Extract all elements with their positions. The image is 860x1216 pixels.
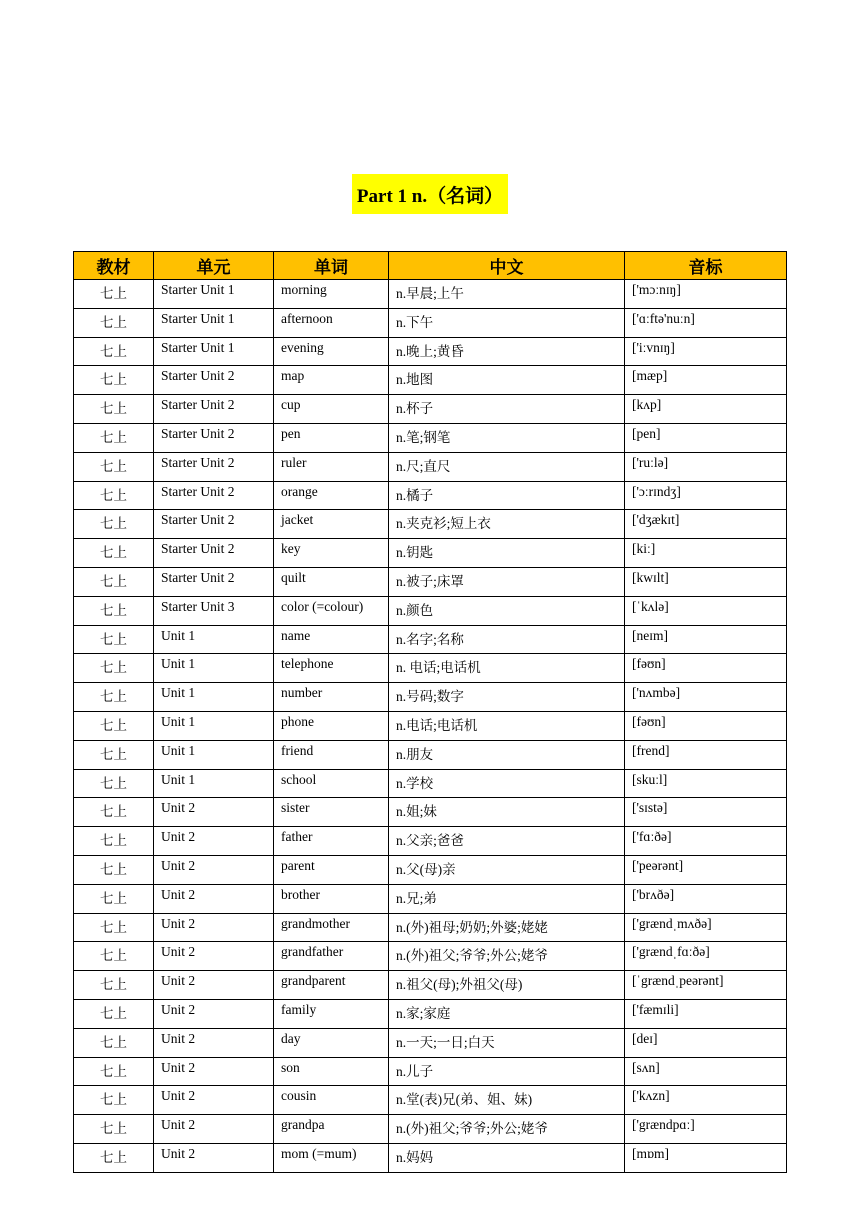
cell-word: father [274,827,389,856]
cell-unit: Unit 1 [154,625,274,654]
cell-textbook: 七上 [74,855,154,884]
cell-phonetic: ['mɔːnɪŋ] [625,280,787,309]
table-row [74,798,787,827]
table-row [74,769,787,798]
cell-chinese: n.钥匙 [389,539,625,568]
cell-word: evening [274,337,389,366]
table-row [74,1086,787,1115]
cell-chinese: n.尺;直尺 [389,452,625,481]
cell-textbook: 七上 [74,827,154,856]
cell-phonetic: [frend] [625,740,787,769]
cell-word: key [274,539,389,568]
cell-chinese: n.祖父(母);外祖父(母) [389,971,625,1000]
cell-textbook: 七上 [74,1143,154,1172]
cell-phonetic: [mæp] [625,366,787,395]
table-row [74,280,787,309]
cell-phonetic: [neɪm] [625,625,787,654]
cell-textbook: 七上 [74,625,154,654]
cell-phonetic: ['iːvnɪŋ] [625,337,787,366]
cell-chinese: n.(外)祖母;奶奶;外婆;姥姥 [389,913,625,942]
cell-word: phone [274,711,389,740]
cell-chinese: n. 电话;电话机 [389,654,625,683]
cell-unit: Unit 2 [154,942,274,971]
cell-chinese: n.橘子 [389,481,625,510]
header-textbook: 教材 [74,252,154,280]
table-row [74,625,787,654]
cell-unit: Starter Unit 1 [154,280,274,309]
cell-word: day [274,1028,389,1057]
cell-unit: Unit 2 [154,971,274,1000]
cell-textbook: 七上 [74,1115,154,1144]
cell-chinese: n.地图 [389,366,625,395]
cell-word: morning [274,280,389,309]
cell-textbook: 七上 [74,1057,154,1086]
cell-unit: Starter Unit 3 [154,596,274,625]
cell-chinese: n.杯子 [389,395,625,424]
cell-chinese: n.(外)祖父;爷爷;外公;姥爷 [389,1115,625,1144]
table-row [74,913,787,942]
cell-word: ruler [274,452,389,481]
cell-unit: Starter Unit 2 [154,452,274,481]
cell-unit: Unit 2 [154,1057,274,1086]
cell-phonetic: ['kʌzn] [625,1086,787,1115]
table-row [74,971,787,1000]
cell-word: family [274,999,389,1028]
cell-textbook: 七上 [74,596,154,625]
table-row [74,884,787,913]
cell-unit: Starter Unit 1 [154,337,274,366]
header-word: 单词 [274,252,389,280]
cell-word: grandparent [274,971,389,1000]
cell-unit: Unit 2 [154,999,274,1028]
cell-unit: Starter Unit 2 [154,539,274,568]
cell-textbook: 七上 [74,308,154,337]
cell-chinese: n.学校 [389,769,625,798]
table-row [74,683,787,712]
cell-unit: Starter Unit 2 [154,510,274,539]
cell-textbook: 七上 [74,452,154,481]
vocabulary-table [73,251,787,1173]
table-row [74,654,787,683]
cell-textbook: 七上 [74,280,154,309]
header-phonetic: 音标 [625,252,787,280]
cell-chinese: n.(外)祖父;爷爷;外公;姥爷 [389,942,625,971]
cell-phonetic: [kwɪlt] [625,567,787,596]
cell-chinese: n.家;家庭 [389,999,625,1028]
cell-chinese: n.堂(表)兄(弟、姐、妹) [389,1086,625,1115]
cell-unit: Starter Unit 2 [154,366,274,395]
cell-textbook: 七上 [74,999,154,1028]
cell-textbook: 七上 [74,798,154,827]
cell-textbook: 七上 [74,942,154,971]
cell-chinese: n.儿子 [389,1057,625,1086]
cell-chinese: n.被子;床罩 [389,567,625,596]
cell-chinese: n.笔;钢笔 [389,423,625,452]
cell-textbook: 七上 [74,769,154,798]
cell-phonetic: ['grændˌmʌðə] [625,913,787,942]
cell-textbook: 七上 [74,366,154,395]
cell-phonetic: ['dʒækɪt] [625,510,787,539]
cell-chinese: n.朋友 [389,740,625,769]
table-row [74,827,787,856]
table-row [74,740,787,769]
cell-textbook: 七上 [74,567,154,596]
cell-textbook: 七上 [74,481,154,510]
table-row [74,855,787,884]
cell-unit: Unit 2 [154,884,274,913]
cell-chinese: n.夹克衫;短上衣 [389,510,625,539]
cell-word: brother [274,884,389,913]
table-row [74,596,787,625]
cell-phonetic: ['ruːlə] [625,452,787,481]
cell-word: map [274,366,389,395]
cell-unit: Starter Unit 2 [154,567,274,596]
cell-word: grandfather [274,942,389,971]
cell-chinese: n.妈妈 [389,1143,625,1172]
table-row [74,1057,787,1086]
cell-phonetic: [mɒm] [625,1143,787,1172]
cell-chinese: n.一天;一日;白天 [389,1028,625,1057]
cell-textbook: 七上 [74,337,154,366]
cell-textbook: 七上 [74,539,154,568]
table-row [74,308,787,337]
table-row [74,999,787,1028]
cell-chinese: n.早晨;上午 [389,280,625,309]
table-row [74,942,787,971]
cell-unit: Unit 2 [154,1028,274,1057]
header-chinese: 中文 [389,252,625,280]
cell-word: jacket [274,510,389,539]
cell-phonetic: [pen] [625,423,787,452]
cell-unit: Unit 1 [154,654,274,683]
table-row [74,567,787,596]
cell-phonetic: ['ɑːftə'nuːn] [625,308,787,337]
cell-unit: Unit 1 [154,683,274,712]
cell-phonetic: ['fɑːðə] [625,827,787,856]
cell-phonetic: [deɪ] [625,1028,787,1057]
cell-phonetic: ['ɔːrɪndʒ] [625,481,787,510]
table-header-row [74,252,787,280]
cell-word: grandpa [274,1115,389,1144]
header-unit: 单元 [154,252,274,280]
cell-textbook: 七上 [74,395,154,424]
table-row [74,395,787,424]
table-row [74,366,787,395]
cell-phonetic: [kiː] [625,539,787,568]
table-row [74,1028,787,1057]
cell-word: telephone [274,654,389,683]
cell-phonetic: ['grændpɑː] [625,1115,787,1144]
cell-chinese: n.颜色 [389,596,625,625]
table-row [74,337,787,366]
cell-phonetic: [fəʊn] [625,711,787,740]
cell-word: color (=colour) [274,596,389,625]
cell-word: grandmother [274,913,389,942]
table-row [74,711,787,740]
cell-phonetic: ['peərənt] [625,855,787,884]
cell-chinese: n.父亲;爸爸 [389,827,625,856]
cell-phonetic: [sʌn] [625,1057,787,1086]
cell-word: orange [274,481,389,510]
table-row [74,481,787,510]
cell-textbook: 七上 [74,683,154,712]
table-row [74,423,787,452]
cell-textbook: 七上 [74,884,154,913]
cell-textbook: 七上 [74,510,154,539]
cell-unit: Unit 1 [154,769,274,798]
cell-phonetic: ['brʌðə] [625,884,787,913]
cell-phonetic: ['fæmɪli] [625,999,787,1028]
cell-unit: Unit 2 [154,913,274,942]
cell-textbook: 七上 [74,740,154,769]
cell-unit: Unit 1 [154,740,274,769]
cell-textbook: 七上 [74,711,154,740]
cell-word: sister [274,798,389,827]
cell-phonetic: [skuːl] [625,769,787,798]
table-row [74,539,787,568]
cell-phonetic: ['nʌmbə] [625,683,787,712]
cell-word: quilt [274,567,389,596]
cell-word: parent [274,855,389,884]
cell-phonetic: [kʌp] [625,395,787,424]
cell-unit: Unit 2 [154,827,274,856]
cell-textbook: 七上 [74,423,154,452]
cell-word: cousin [274,1086,389,1115]
table-row [74,452,787,481]
cell-unit: Starter Unit 1 [154,308,274,337]
cell-chinese: n.下午 [389,308,625,337]
table-row [74,1143,787,1172]
cell-word: afternoon [274,308,389,337]
cell-textbook: 七上 [74,1086,154,1115]
cell-unit: Unit 2 [154,855,274,884]
cell-word: number [274,683,389,712]
cell-unit: Unit 2 [154,798,274,827]
cell-phonetic: ['grændˌfɑːðə] [625,942,787,971]
cell-unit: Starter Unit 2 [154,395,274,424]
cell-unit: Unit 2 [154,1115,274,1144]
cell-chinese: n.兄;弟 [389,884,625,913]
cell-chinese: n.晚上;黄昏 [389,337,625,366]
cell-textbook: 七上 [74,1028,154,1057]
table-row [74,1115,787,1144]
cell-word: name [274,625,389,654]
cell-unit: Starter Unit 2 [154,481,274,510]
cell-chinese: n.父(母)亲 [389,855,625,884]
cell-word: mom (=mum) [274,1143,389,1172]
cell-phonetic: ['sɪstə] [625,798,787,827]
cell-phonetic: [ˈkʌlə] [625,596,787,625]
cell-phonetic: [ˈgrændˌpeərənt] [625,971,787,1000]
cell-phonetic: [fəʊn] [625,654,787,683]
cell-word: cup [274,395,389,424]
cell-textbook: 七上 [74,971,154,1000]
cell-unit: Starter Unit 2 [154,423,274,452]
page-title: Part 1 n.（名词） [352,174,508,214]
cell-textbook: 七上 [74,654,154,683]
cell-unit: Unit 2 [154,1143,274,1172]
cell-chinese: n.姐;妹 [389,798,625,827]
cell-chinese: n.名字;名称 [389,625,625,654]
cell-unit: Unit 1 [154,711,274,740]
cell-word: pen [274,423,389,452]
table-row [74,510,787,539]
cell-unit: Unit 2 [154,1086,274,1115]
cell-chinese: n.电话;电话机 [389,711,625,740]
cell-textbook: 七上 [74,913,154,942]
cell-word: son [274,1057,389,1086]
cell-word: friend [274,740,389,769]
cell-chinese: n.号码;数字 [389,683,625,712]
cell-word: school [274,769,389,798]
